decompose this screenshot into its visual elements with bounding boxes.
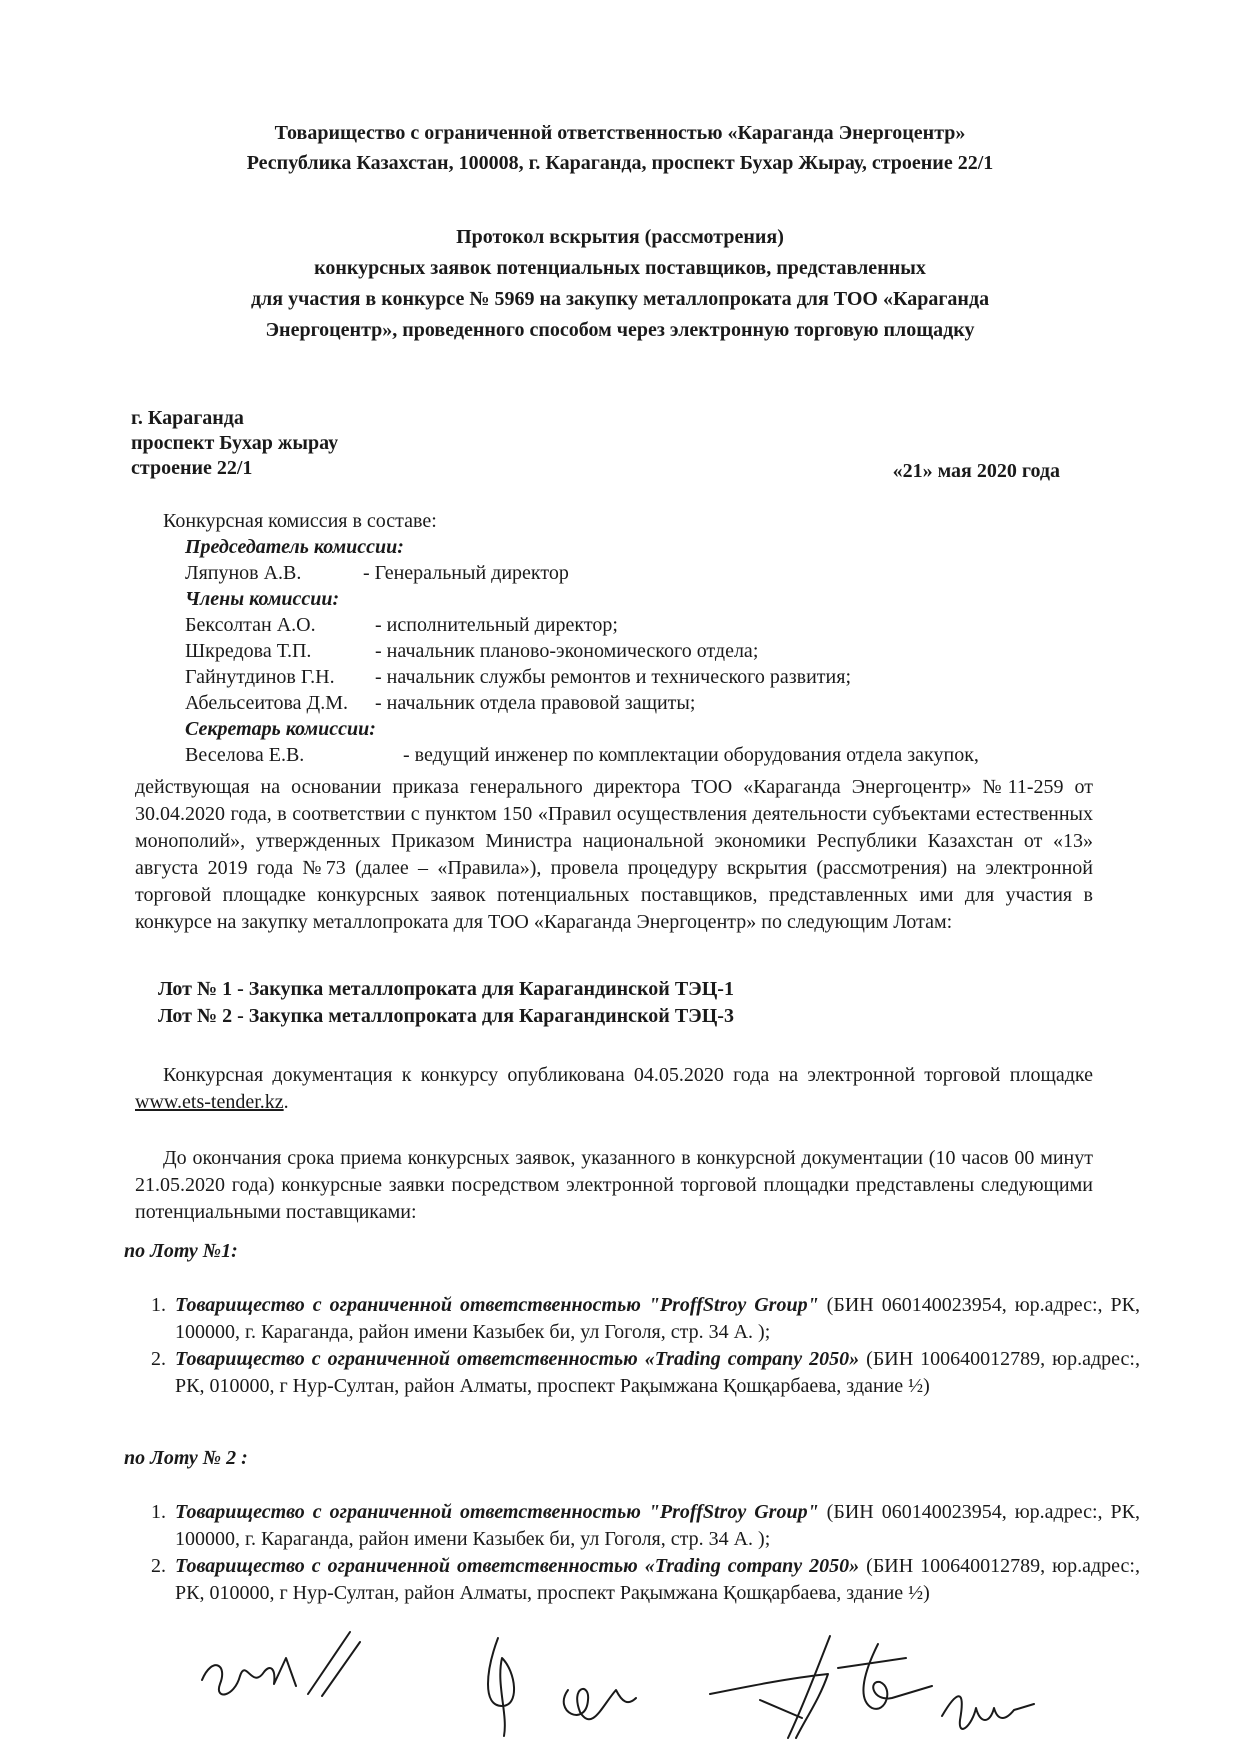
member-position: - начальник планово-экономического отдела; <box>375 640 759 662</box>
member-name: Абельсеитова Д.М. <box>185 692 348 714</box>
lots-list <box>158 976 734 1030</box>
chair-row <box>163 560 1093 586</box>
lot-1-suppliers <box>124 1292 1140 1400</box>
member-row <box>163 690 1093 716</box>
member-position: - исполнительный директор; <box>375 614 618 636</box>
member-name: Шкредова Т.П. <box>185 640 312 662</box>
supplier-name: Товарищество с ограниченной ответственностью "ProffStroy Group" <box>175 1501 819 1523</box>
tender-site-link[interactable]: www.ets-tender.kz <box>135 1091 284 1113</box>
chair-label: Председатель комиссии: <box>185 536 404 558</box>
supplier-item <box>171 1292 1140 1346</box>
secretary-label: Секретарь комиссии: <box>185 718 376 740</box>
secretary-paragraph: действующая на основании приказа генерального директора ТОО «Караганда Энергоцентр» №11-259 от 30.04.2020 года, в соответствии с пунктом 150 «Правил осуществления деятельности субъектами естественных монополий», утвержденных Приказом Министра национальной экономики Республики Казахстан от «13» августа 2019 года №73 (далее – «Правила»), провела процедуру вскрытия (рассмотрения) на электронной торговой площадке конкурсных заявок потенциальных поставщиков, представленных ими для участия в конкурсе на закупку металлопроката для ТОО «Караганда Энергоцентр» по следующим Лотам: <box>135 776 1093 933</box>
title-line-1: Протокол вскрытия (рассмотрения) <box>456 226 784 248</box>
supplier-name: Товарищество с ограниченной ответственностью «Trading company 2050» <box>175 1555 860 1577</box>
secretary-position: - ведущий инженер по комплектации оборудования отдела закупок, <box>403 744 979 766</box>
secretary-row <box>163 742 1093 768</box>
lot-2-suppliers <box>124 1499 1140 1607</box>
lot-2-heading: по Лоту № 2 : <box>124 1447 248 1469</box>
supplier-details: (БИН 100640012789, юр.адрес:, РК, 010000, г Нур-Султан, район Алматы, проспект Рақымжана Қошқарбаева, здание ½) <box>175 1348 1140 1397</box>
secretary-name: Веселова Е.В. <box>185 744 305 766</box>
chair-position: - Генеральный директор <box>363 562 569 584</box>
signature-3 <box>564 1689 636 1719</box>
deadline-paragraph: До окончания срока приема конкурсных заявок, указанного в конкурсной документации (10 часов 00 минут 21.05.2020 года) конкурсные заявки посредством электронной торговой площадки представлены следующими потенциальными поставщиками: <box>135 1147 1093 1223</box>
title-line-4: Энергоцентр», проведенного способом через электронную торговую площадку <box>265 319 975 341</box>
lot-1-heading: по Лоту №1: <box>124 1240 238 1262</box>
lot-2-title: Лот № 2 - Закупка металлопроката для Карагандинской ТЭЦ-3 <box>158 1005 734 1027</box>
member-position: - начальник службы ремонтов и технического развития; <box>375 666 851 688</box>
commission-block <box>163 508 1093 768</box>
org-name: Товарищество с ограниченной ответственностью «Караганда Энергоцентр» <box>274 122 966 144</box>
place-city: г. Караганда <box>131 407 244 429</box>
signature-1 <box>202 1632 360 1696</box>
member-name: Гайнутдинов Г.Н. <box>185 666 335 688</box>
publication-end: . <box>283 1091 289 1113</box>
signatures-row <box>190 1628 1090 1748</box>
lot-1-title: Лот № 1 - Закупка металлопроката для Карагандинской ТЭЦ-1 <box>158 978 734 1000</box>
signature-2 <box>488 1638 514 1736</box>
member-name: Бексолтан А.О. <box>185 614 316 636</box>
commission-intro: Конкурсная комиссия в составе: <box>163 510 437 532</box>
member-position: - начальник отдела правовой защиты; <box>375 692 696 714</box>
place-street: проспект Бухар жырау <box>131 432 339 454</box>
org-address: Республика Казахстан, 100008, г. Караганда, проспект Бухар Жырау, строение 22/1 <box>246 152 994 174</box>
supplier-item <box>171 1553 1140 1607</box>
publication-text: Конкурсная документация к конкурсу опубликована 04.05.2020 года на электронной торговой площадке <box>163 1064 1093 1086</box>
supplier-details: (БИН 060140023954, юр.адрес:, РК, 100000, г. Караганда, район имени Казыбек би, ул Гоголя, стр. 34 А. ); <box>175 1501 1140 1550</box>
place-block <box>131 406 338 481</box>
publication-paragraph <box>135 1062 1093 1116</box>
member-row <box>163 612 1093 638</box>
member-row <box>163 638 1093 664</box>
members-label: Члены комиссии: <box>185 588 340 610</box>
title-line-2: конкурсных заявок потенциальных поставщиков, представленных <box>314 257 926 279</box>
supplier-details: (БИН 100640012789, юр.адрес:, РК, 010000, г Нур-Султан, район Алматы, проспект Рақымжана Қошқарбаева, здание ½) <box>175 1555 1140 1604</box>
signature-5 <box>838 1644 932 1709</box>
organization-header <box>0 118 1240 178</box>
place-building: строение 22/1 <box>131 457 253 479</box>
title-line-3: для участия в конкурсе № 5969 на закупку металлопроката для ТОО «Караганда <box>250 288 990 310</box>
protocol-date: «21» мая 2020 года <box>892 460 1060 482</box>
signature-4 <box>710 1636 830 1738</box>
signature-6 <box>942 1696 1034 1729</box>
supplier-name: Товарищество с ограниченной ответственностью «Trading company 2050» <box>175 1348 860 1370</box>
supplier-name: Товарищество с ограниченной ответственностью "ProffStroy Group" <box>175 1294 819 1316</box>
member-row <box>163 664 1093 690</box>
supplier-details: (БИН 060140023954, юр.адрес:, РК, 100000, г. Караганда, район имени Казыбек би, ул Гоголя, стр. 34 А. ); <box>175 1294 1140 1343</box>
protocol-title <box>0 222 1240 346</box>
supplier-item <box>171 1499 1140 1553</box>
supplier-item <box>171 1346 1140 1400</box>
chair-name: Ляпунов А.В. <box>185 562 302 584</box>
